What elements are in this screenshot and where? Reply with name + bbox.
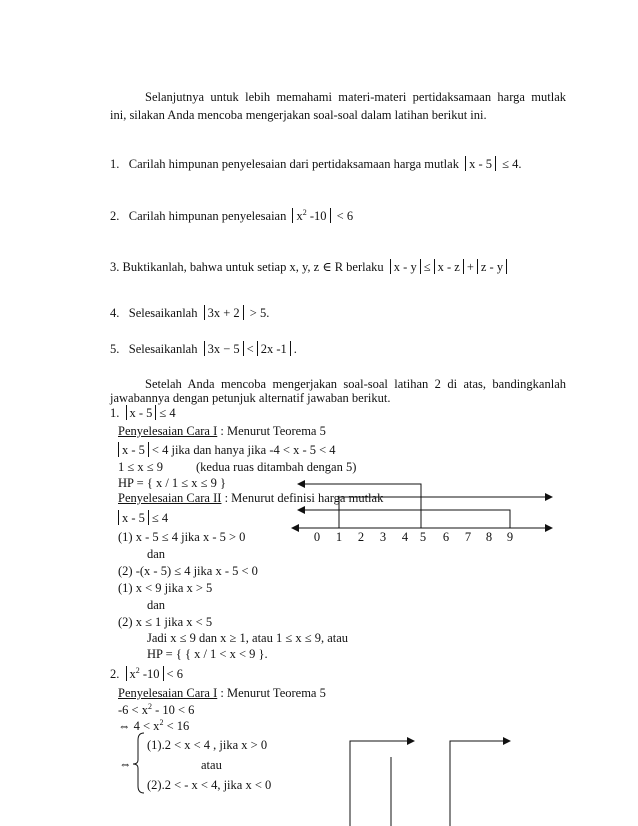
answer-1-c2-tail: ≤ 4 bbox=[151, 511, 169, 525]
answer-1-c1-note: (kedua ruas ditambah dengan 5) bbox=[196, 460, 357, 474]
answer-2-expr-b: -10 bbox=[139, 667, 160, 681]
answer-1-c2-l5: Jadi x ≤ 9 dan x ≥ 1, atau 1 ≤ x ≤ 9, atau bbox=[147, 631, 349, 645]
answer-2-l2-b: < 16 bbox=[163, 719, 190, 733]
answer-2-l1-exp: 2 bbox=[147, 702, 152, 711]
answer-2-cara1-rest: : Menurut Teorema 5 bbox=[217, 686, 326, 700]
answer-2-l2-sym: ⇔ bbox=[118, 719, 131, 733]
answer-1-c2-l3: (1) x < 9 jika x > 5 bbox=[118, 581, 213, 595]
exercise-3-e2: x - z bbox=[437, 260, 460, 274]
answer-1-c2-l1: (1) x - 5 ≤ 4 jika x - 5 > 0 bbox=[118, 530, 246, 544]
exercise-3-number: 3. bbox=[110, 260, 120, 274]
tick-7: 7 bbox=[464, 530, 472, 544]
exercise-1-tail: ≤ 4. bbox=[502, 157, 522, 171]
answer-1-c2-expr: x - 5 bbox=[122, 511, 145, 525]
answer-2-expr-a: x bbox=[129, 667, 136, 681]
answer-2-l1-b: - 10 < 6 bbox=[151, 703, 195, 717]
tick-3: 3 bbox=[379, 530, 387, 544]
answer-2-exponent: 2 bbox=[135, 666, 140, 675]
exercise-3-text: Buktikanlah, bahwa untuk setiap x, y, z ∈ R berlaku bbox=[122, 260, 384, 274]
answer-1-c1-expr: x - 5 bbox=[122, 443, 145, 457]
bottom-ray-1 bbox=[350, 741, 414, 826]
answer-1-number: 1. bbox=[110, 406, 120, 420]
answer-2-atau: atau bbox=[201, 758, 222, 772]
answer-2-l1-a: -6 < x bbox=[118, 703, 148, 717]
answer-1-cara1-title: Penyelesaian Cara I bbox=[118, 424, 218, 438]
answer-2-cara1-title: Penyelesaian Cara I bbox=[118, 686, 218, 700]
tick-1: 1 bbox=[335, 530, 343, 544]
exercise-3-plus: + bbox=[466, 260, 474, 274]
exercise-5-e2: 2x -1 bbox=[260, 342, 287, 356]
exercise-3-e3: z - y bbox=[480, 260, 504, 274]
exercise-4-number: 4. bbox=[110, 306, 120, 320]
follow-line-2: jawabannya dengan petunjuk alternatif jawaban berikut. bbox=[110, 391, 391, 405]
exercise-5-tail: . bbox=[293, 342, 297, 356]
exercise-2-number: 2. bbox=[110, 209, 120, 223]
exercise-4-expr: 3x + 2 bbox=[207, 306, 240, 320]
follow-line-1: Setelah Anda mencoba mengerjakan soal-soal latihan 2 di atas, bandingkanlah bbox=[145, 377, 566, 391]
exercise-2-exponent: 2 bbox=[302, 208, 307, 217]
answer-1-c2-hp: HP = { { x / 1 < x < 9 }. bbox=[147, 647, 268, 661]
tick-5: 5 bbox=[419, 530, 427, 544]
tick-6: 6 bbox=[442, 530, 450, 544]
answer-2-iff: ⇔ bbox=[119, 757, 132, 771]
answer-1-tail: ≤ 4 bbox=[159, 406, 176, 420]
exercise-5-text: Selesaikanlah bbox=[128, 342, 198, 356]
exercise-5-e1: 3x − 5 bbox=[207, 342, 240, 356]
answer-2-l2-exp: 2 bbox=[159, 718, 164, 727]
answer-1-cara2-rest: : Menurut definisi harga mutlak bbox=[221, 491, 384, 505]
bottom-ray-2 bbox=[450, 741, 510, 826]
exercise-4-tail: > 5. bbox=[249, 306, 270, 320]
answer-1-cara1-rest: : Menurut Teorema 5 bbox=[217, 424, 326, 438]
exercise-3-e1: x - y bbox=[393, 260, 417, 274]
exercise-2-tail: < 6 bbox=[336, 209, 354, 223]
answer-1-expr: x - 5 bbox=[129, 406, 153, 420]
answer-2-case1: (1).2 < x < 4 , jika x > 0 bbox=[147, 738, 268, 752]
tick-9: 9 bbox=[506, 530, 514, 544]
exercise-5-rel: < bbox=[246, 342, 254, 356]
answer-1-c2-l2: (2) -(x - 5) ≤ 4 jika x - 5 < 0 bbox=[118, 564, 258, 578]
answer-2-case2: (2).2 < - x < 4, jika x < 0 bbox=[147, 778, 272, 792]
answer-1-c1-hp: HP = { x / 1 ≤ x ≤ 9 } bbox=[118, 476, 227, 490]
tick-0: 0 bbox=[313, 530, 321, 544]
intro-line-1: Selanjutnya untuk lebih memahami materi-materi pertidaksamaan harga mutlak bbox=[145, 90, 566, 104]
tick-4: 4 bbox=[401, 530, 409, 544]
exercise-2-expr-b: -10 bbox=[306, 209, 327, 223]
exercise-1-expr: x - 5 bbox=[469, 157, 493, 171]
answer-1-c1-rest: < 4 jika dan hanya jika -4 < x - 5 < 4 bbox=[151, 443, 336, 457]
answer-1-c1-l2: 1 ≤ x ≤ 9 bbox=[118, 460, 163, 474]
answer-1-c2-l4: (2) x ≤ 1 jika x < 5 bbox=[118, 615, 213, 629]
tick-8: 8 bbox=[485, 530, 493, 544]
answer-2-tail: < 6 bbox=[166, 667, 183, 681]
exercise-1-text: Carilah himpunan penyelesaian dari pertidaksamaan harga mutlak bbox=[128, 157, 459, 171]
tick-2: 2 bbox=[357, 530, 365, 544]
exercise-1-number: 1. bbox=[110, 157, 120, 171]
intro-line-2: ini, silakan Anda mencoba mengerjakan soal-soal dalam latihan berikut ini. bbox=[110, 108, 487, 122]
answer-1-dan-2: dan bbox=[147, 598, 166, 612]
exercise-2-expr-a: x bbox=[296, 209, 303, 223]
answer-1-cara2-title: Penyelesaian Cara II bbox=[118, 491, 222, 505]
answer-2-l2-a: 4 < x bbox=[130, 719, 160, 733]
exercise-3-rel: ≤ bbox=[423, 260, 431, 274]
exercise-4-text: Selesaikanlah bbox=[128, 306, 198, 320]
exercise-5-number: 5. bbox=[110, 342, 120, 356]
answer-2-number: 2. bbox=[110, 667, 120, 681]
exercise-2-text: Carilah himpunan penyelesaian bbox=[128, 209, 287, 223]
answer-1-dan-1: dan bbox=[147, 547, 166, 561]
